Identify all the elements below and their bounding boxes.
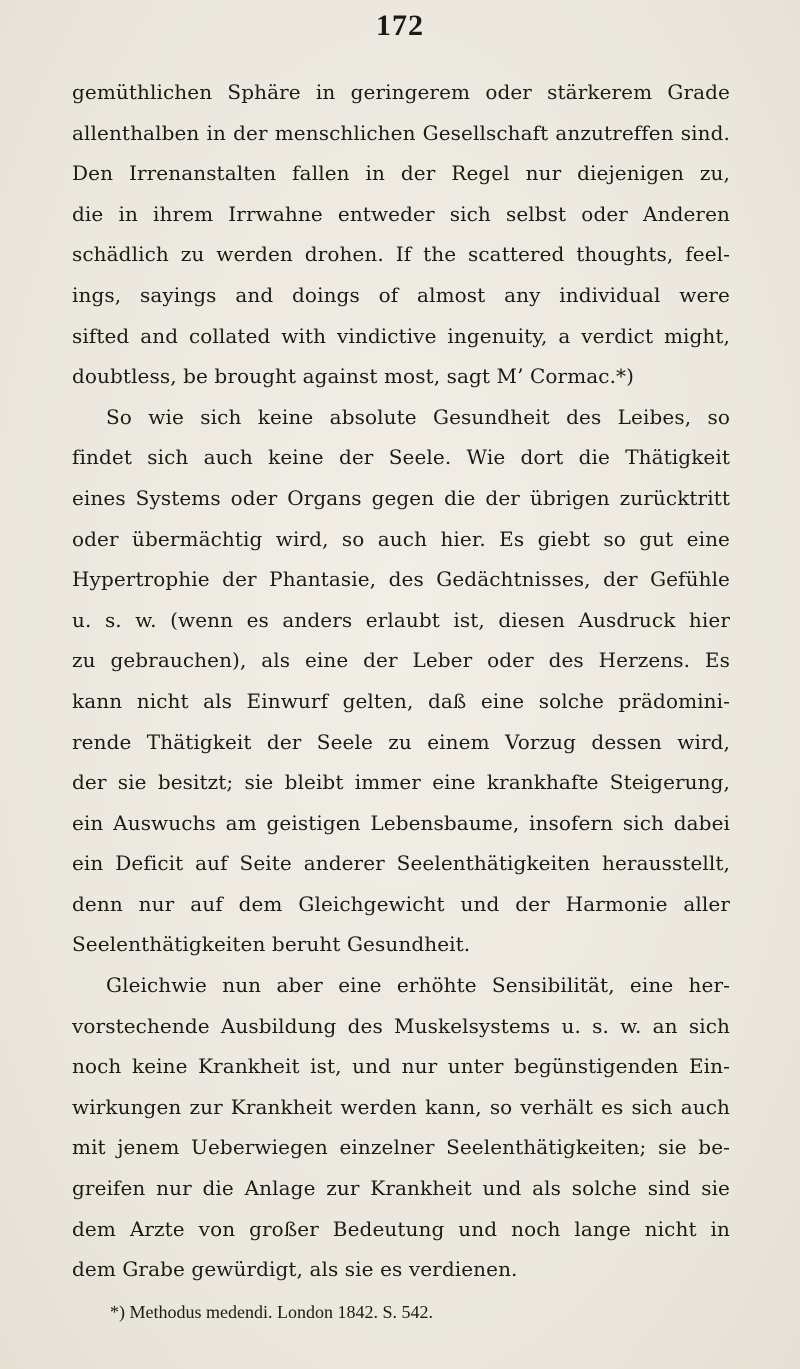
text-line: die in ihrem Irrwahne entweder sich selbst oder Anderen [72,201,730,226]
text-line: vorstechende Ausbildung des Muskelsystems u. s. w. an sich [72,1013,730,1038]
text-line: schädlich zu werden drohen. If the scattered thoughts, feel- [72,242,730,267]
text-line: ein Deficit auf Seite anderer Seelenthätigkeiten herausstellt, [72,851,730,876]
page-number: 172 [376,9,424,42]
text-line: Hypertrophie der Phantasie, des Gedächtnisses, der Gefühle [72,567,730,592]
text-line: ings, sayings and doings of almost any individual were [72,282,730,307]
text-line: u. s. w. (wenn es anders erlaubt ist, diesen Ausdruck hier [72,607,730,632]
text-line: denn nur auf dem Gleichgewicht und der Harmonie aller [72,891,730,916]
text-line: sifted and collated with vindictive ingenuity, a verdict might, [72,323,730,348]
text-line: zu gebrauchen), als eine der Leber oder des Herzens. Es [72,648,730,673]
text-line: gemüthlichen Sphäre in geringerem oder stärkerem Grade [72,80,730,104]
text-line: findet sich auch keine der Seele. Wie dort die Thätigkeit [72,445,730,470]
text-line: noch keine Krankheit ist, und nur unter begünstigenden Ein- [72,1054,730,1079]
text-line: mit jenem Ueberwiegen einzelner Seelenthätigkeiten; sie be- [72,1135,730,1160]
text-line: doubtless, be brought against most, sagt M’ Cormac.*) [72,364,635,389]
text-line: eines Systems oder Organs gegen die der übrigen zurücktritt [72,485,730,510]
text-line: Den Irrenanstalten fallen in der Regel nur diejenigen zu, [72,161,730,186]
text-line: der sie besitzt; sie bleibt immer eine krankhafte Steigerung, [72,770,730,795]
text-line: oder übermächtig wird, so auch hier. Es giebt so gut eine [72,526,730,551]
text-line: ein Auswuchs am geistigen Lebensbaume, insofern sich dabei [72,810,730,835]
text-line: wirkungen zur Krankheit werden kann, so verhält es sich auch [72,1094,730,1119]
text-line: dem Arzte von großer Bedeutung und noch lange nicht in [72,1216,730,1241]
text-line: dem Grabe gewürdigt, als sie es verdienen. [72,1257,518,1282]
text-line: greifen nur die Anlage zur Krankheit und als solche sind sie [72,1176,730,1201]
text-line: Seelenthätigkeiten beruht Gesundheit. [72,932,471,957]
body-text [72,72,730,1290]
text-line: So wie sich keine absolute Gesundheit des Leibes, so [106,404,730,429]
footnote: *) Methodus medendi. London 1842. S. 542. [110,1302,433,1322]
text-line: kann nicht als Einwurf gelten, daß eine solche prädomini- [72,688,730,713]
text-line: rende Thätigkeit der Seele zu einem Vorzug dessen wird, [72,729,730,754]
text-line: Gleichwie nun aber eine erhöhte Sensibilität, eine her- [106,973,730,998]
text-line: allenthalben in der menschlichen Gesellschaft anzutreffen sind. [72,120,730,145]
